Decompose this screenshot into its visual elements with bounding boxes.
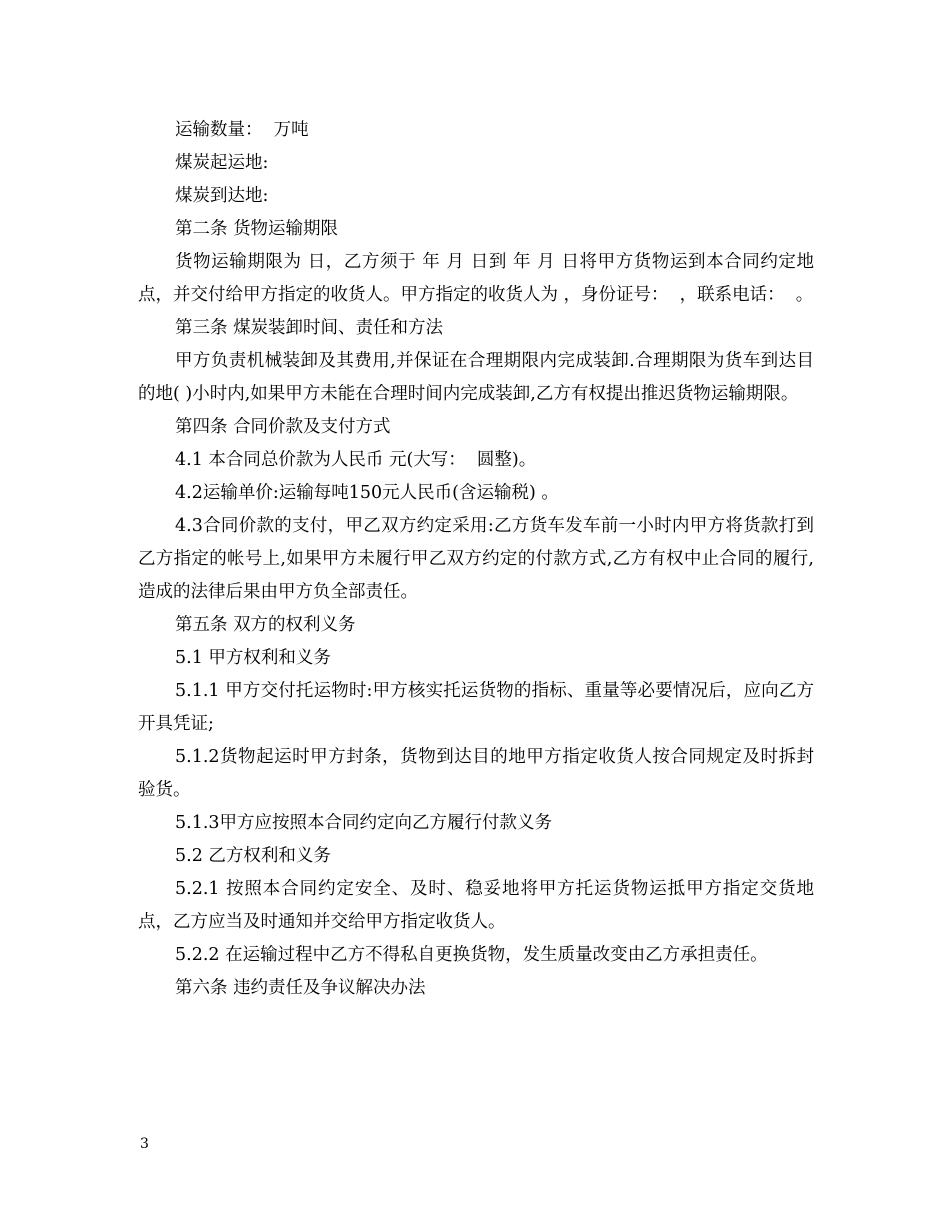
article-5-heading: 第五条 双方的权利义务: [175, 615, 356, 635]
article-2-heading: 第二条 货物运输期限: [175, 219, 339, 239]
paragraph-destination: 煤炭到达地:: [175, 186, 269, 206]
clause-5-1-1: 5.1.1 甲方交付托运物时:甲方核实托运货物的指标、重量等必要情况后，应向乙方开具凭证;: [138, 681, 814, 734]
clause-4-1: 4.1 本合同总价款为人民币 元(大写： 圆整)。: [175, 450, 537, 470]
clause-5-2: 5.2 乙方权利和义务: [175, 846, 331, 866]
article-3-heading: 第三条 煤炭装卸时间、责任和方法: [175, 318, 444, 338]
clause-5-1-2: 5.1.2货物起运时甲方封条，货物到达目的地甲方指定收货人按合同规定及时拆封验货。: [138, 747, 814, 800]
article-3-body: 甲方负责机械装卸及其费用,并保证在合理期限内完成装卸.合理期限为货车到达目的地( )小时内,如果甲方未能在合理时间内完成装卸,乙方有权提出推迟货物运输期限。: [138, 351, 814, 404]
document-body: [138, 114, 814, 1005]
clause-4-3: 4.3合同价款的支付，甲乙双方约定采用:乙方货车发车前一小时内甲方将货款打到乙方指定的帐号上,如果甲方未履行甲乙双方约定的付款方式,乙方有权中止合同的履行,造成的法律后果由甲方负全部责任。: [138, 516, 814, 602]
clause-5-1-3: 5.1.3甲方应按照本合同约定向乙方履行付款义务: [175, 813, 553, 833]
clause-4-2: 4.2运输单价:运输每吨150元人民币(含运输税) 。: [175, 483, 559, 503]
article-6-heading: 第六条 违约责任及争议解决办法: [175, 978, 426, 998]
clause-5-2-2: 5.2.2 在运输过程中乙方不得私自更换货物，发生质量改变由乙方承担责任。: [175, 945, 768, 965]
article-4-heading: 第四条 合同价款及支付方式: [175, 417, 391, 437]
paragraph-origin: 煤炭起运地:: [175, 153, 269, 173]
page-number: 3: [140, 1136, 149, 1152]
paragraph-transport-quantity: 运输数量： 万吨: [175, 120, 309, 140]
clause-5-2-1: 5.2.1 按照本合同约定安全、及时、稳妥地将甲方托运货物运抵甲方指定交货地点，乙方应当及时通知并交给甲方指定收货人。: [138, 879, 814, 932]
clause-5-1: 5.1 甲方权利和义务: [175, 648, 331, 668]
article-2-body: 货物运输期限为 日，乙方须于 年 月 日到 年 月 日将甲方货物运到本合同约定地点，并交付给甲方指定的收货人。甲方指定的收货人为 ，身份证号： ，联系电话： 。: [138, 252, 814, 305]
